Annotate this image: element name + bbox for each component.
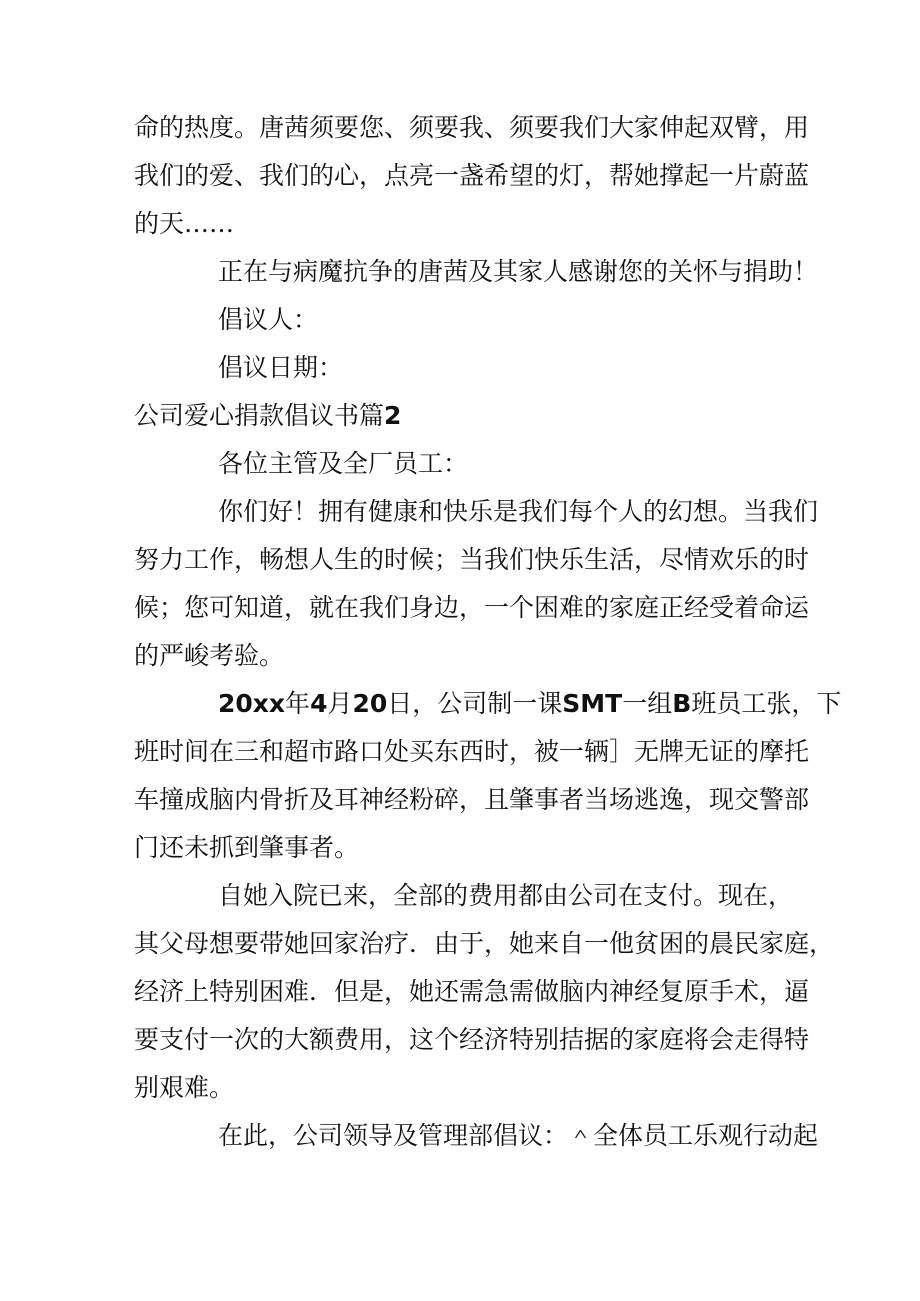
day-value: 20	[352, 689, 388, 718]
text-segment: 日，公司制一课	[387, 689, 563, 718]
text-line: 其父母想要带她回家治疗．由于，她来自一他贫困的晨民家庭，	[134, 929, 835, 958]
paragraph-expenses	[134, 872, 835, 1112]
text-line: 别艰难。	[134, 1073, 235, 1102]
text-line: 在此，公司领导及管理部倡议：＾全体员工乐观行动起	[218, 1121, 819, 1150]
paragraph-accident	[134, 680, 842, 872]
heading-text: 公司爱心捐款倡议书篇	[134, 401, 385, 430]
salutation: 各位主管及全厂员工：	[218, 449, 469, 478]
text-line	[134, 680, 842, 728]
text-segment: 年	[285, 689, 311, 718]
document-body	[134, 104, 842, 1160]
text-line: 班时间在三和超市路口处买东西时，被一辆］无牌无证的摩托	[134, 737, 810, 766]
text-line: 经济上特别困难．但是，她还需急需做脑内神经复原手术，逼	[134, 977, 810, 1006]
text-segment: 一组	[622, 689, 673, 718]
text-line: 命的热度。唐茜须要您、须要我、须要我们大家伸起双臂，用	[134, 113, 810, 142]
text-line: 门还未抓到肇事者。	[134, 833, 360, 862]
paragraph-greeting	[134, 488, 819, 680]
text-line: 努力工作，畅想人生的时候；当我们快乐生活，尽情欢乐的时	[134, 545, 810, 574]
smt-label: SMT	[562, 689, 623, 718]
thanks-line: 正在与病魔抗争的唐茜及其家人感谢您的关怀与捐助！	[218, 257, 819, 286]
heading-number: 2	[384, 401, 402, 430]
text-segment: 班员工张，下	[691, 689, 842, 718]
text-line: 自她入院已来，全部的费用都由公司在支付。现在，	[218, 881, 794, 910]
initiative-date-label: 倡议日期：	[218, 353, 344, 382]
month-value: 4	[310, 689, 328, 718]
text-line: 车撞成脑内骨折及耳神经粉碎，且肇事者当场逃逸，现交警部	[134, 785, 810, 814]
text-line: 我们的爱、我们的心，点亮一盏希望的灯，帮她撑起一片蔚蓝	[134, 161, 810, 190]
paragraph-closing	[134, 104, 810, 248]
text-line: 的天……	[134, 209, 235, 238]
text-line: 你们好！拥有健康和快乐是我们每个人的幻想。当我们	[218, 497, 819, 526]
section-heading	[134, 392, 794, 440]
text-segment: 月	[327, 689, 353, 718]
text-line: 候；您可知道，就在我们身边，一个困难的家庭正经受着命运	[134, 593, 810, 622]
year-value: 20xx	[218, 689, 286, 718]
text-line: 要支付一次的大额费用，这个经济特别拮据的家庭将会走得特	[134, 1025, 810, 1054]
shift-label: B	[672, 689, 692, 718]
initiator-label: 倡议人：	[218, 305, 319, 334]
text-line: 的严峻考验。	[134, 641, 285, 670]
